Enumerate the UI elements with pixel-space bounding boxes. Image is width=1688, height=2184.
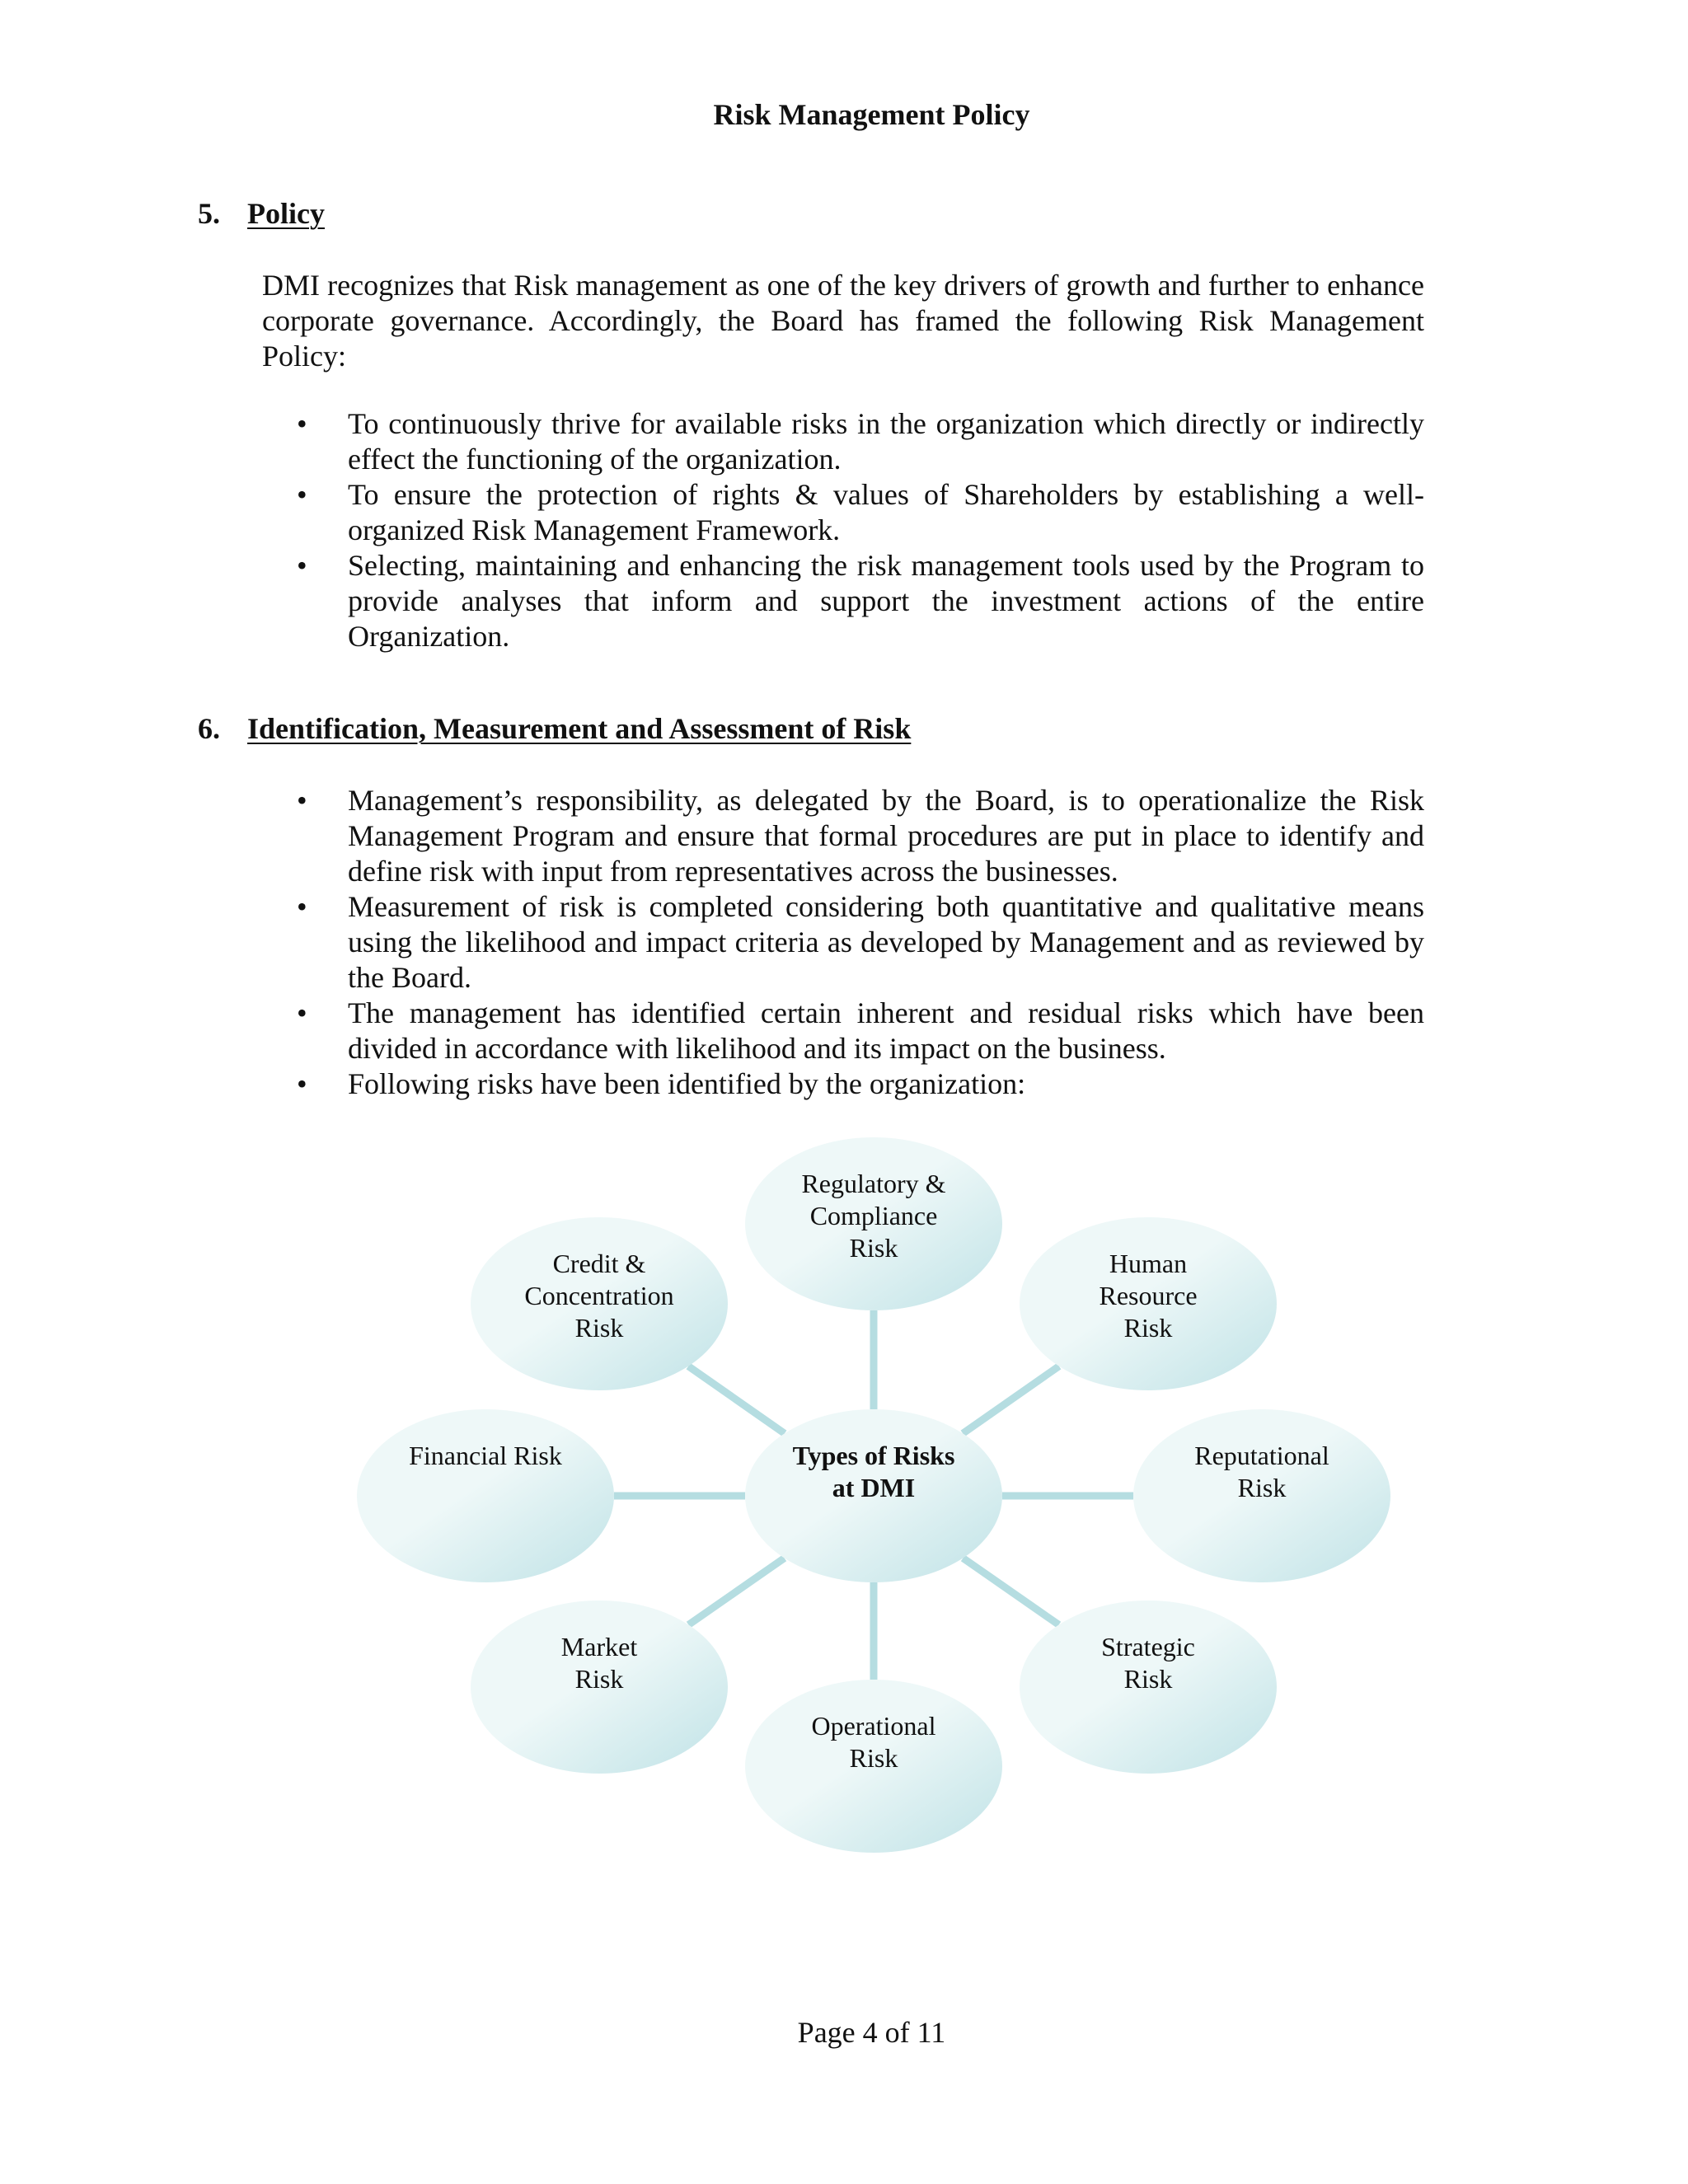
bullet-icon: • xyxy=(297,1067,307,1100)
risk-node-operational-label: Risk xyxy=(849,1743,898,1773)
bullet-icon: • xyxy=(297,784,307,817)
risk-node-regulatory-label: Regulatory & xyxy=(801,1169,946,1198)
connector-market xyxy=(688,1558,784,1625)
risk-node-human-resource-label: Resource xyxy=(1099,1281,1198,1310)
risk-node-financial xyxy=(357,1409,614,1582)
risk-node-regulatory-label: Risk xyxy=(849,1233,898,1263)
risk-node-regulatory-label: Compliance xyxy=(809,1201,938,1230)
risk-node-human-resource xyxy=(1020,1217,1277,1390)
risk-node-market xyxy=(471,1601,728,1774)
document-title: Risk Management Policy xyxy=(713,98,1030,131)
connector-human-resource xyxy=(963,1366,1059,1434)
risk-node-financial-label: Financial Risk xyxy=(409,1441,562,1470)
list-item: • To continuously thrive for available risks in the organization which directly or indirectly effect the functioning of the organization. xyxy=(297,407,1424,476)
list-item: • Selecting, maintaining and enhancing the risk management tools used by the Program to provide analyses that inform and support the investment actions of the entire Organization. xyxy=(297,549,1424,653)
risk-node-strategic-label: Strategic xyxy=(1101,1632,1195,1661)
risk-node-credit-label: Credit & xyxy=(552,1249,646,1278)
risk-node-center-label: Types of Risks xyxy=(792,1441,955,1470)
connector-strategic xyxy=(963,1558,1058,1625)
risk-node-credit-label: Risk xyxy=(574,1313,624,1343)
risk-node-credit-label: Concentration xyxy=(524,1281,674,1310)
section-6-number: 6. xyxy=(198,712,220,745)
list-item: • Following risks have been identified by the organization: xyxy=(297,1067,1026,1100)
risk-node-credit xyxy=(471,1217,728,1390)
risk-node-regulatory xyxy=(745,1137,1002,1310)
risk-node-market-label: Market xyxy=(560,1632,638,1661)
risk-node-reputational-label: Reputational xyxy=(1194,1441,1329,1470)
risk-types-diagram xyxy=(330,1129,1426,1854)
list-item: • Measurement of risk is completed considering both quantitative and qualitative means using the likelihood and impact criteria as developed by Management and as reviewed by the Board. xyxy=(297,890,1424,994)
risk-node-strategic-label: Risk xyxy=(1123,1664,1173,1694)
risk-node-operational-label: Operational xyxy=(811,1711,936,1741)
risk-node-financial-shape xyxy=(357,1409,614,1582)
section-6-title: Identification, Measurement and Assessment of Risk xyxy=(247,712,912,745)
bullet-icon: • xyxy=(297,478,307,511)
bullet-icon: • xyxy=(297,996,307,1029)
risk-node-market-label: Risk xyxy=(574,1664,624,1694)
list-item: • The management has identified certain inherent and residual risks which have been divided in accordance with likelihood and its impact on the business. xyxy=(297,996,1424,1065)
section-5-number: 5. xyxy=(198,197,220,230)
connector-credit xyxy=(688,1366,785,1434)
risk-node-human-resource-label: Risk xyxy=(1123,1313,1173,1343)
risk-node-human-resource-label: Human xyxy=(1109,1249,1188,1278)
section-5-intro: DMI recognizes that Risk management as one of the key drivers of growth and further to enhance corporate governance. Accordingly, the Board has framed the following Risk Management Policy: xyxy=(262,269,1424,373)
page-number: Page 4 of 11 xyxy=(797,2016,946,2049)
section-5-title: Policy xyxy=(247,197,325,230)
risk-node-reputational-label: Risk xyxy=(1237,1473,1287,1502)
section-5-bullet-list xyxy=(295,406,1424,654)
risk-node-reputational xyxy=(1133,1409,1390,1582)
bullet-icon: • xyxy=(297,890,307,923)
bullet-icon: • xyxy=(297,549,307,582)
section-6-bullet-list xyxy=(295,783,1424,1102)
risk-node-strategic xyxy=(1020,1601,1277,1774)
bullet-icon: • xyxy=(297,407,307,440)
list-item: • To ensure the protection of rights & values of Shareholders by establishing a well-organized Risk Management Framework. xyxy=(297,478,1424,546)
risk-node-center-label: at DMI xyxy=(832,1473,916,1502)
risk-node-operational xyxy=(745,1680,1002,1853)
risk-node-center xyxy=(745,1409,1002,1582)
list-item: • Management’s responsibility, as delegated by the Board, is to operationalize the Risk Management Program and ensure that formal procedures are put in place to identify and define risk with input from representatives across the businesses. xyxy=(297,784,1424,888)
